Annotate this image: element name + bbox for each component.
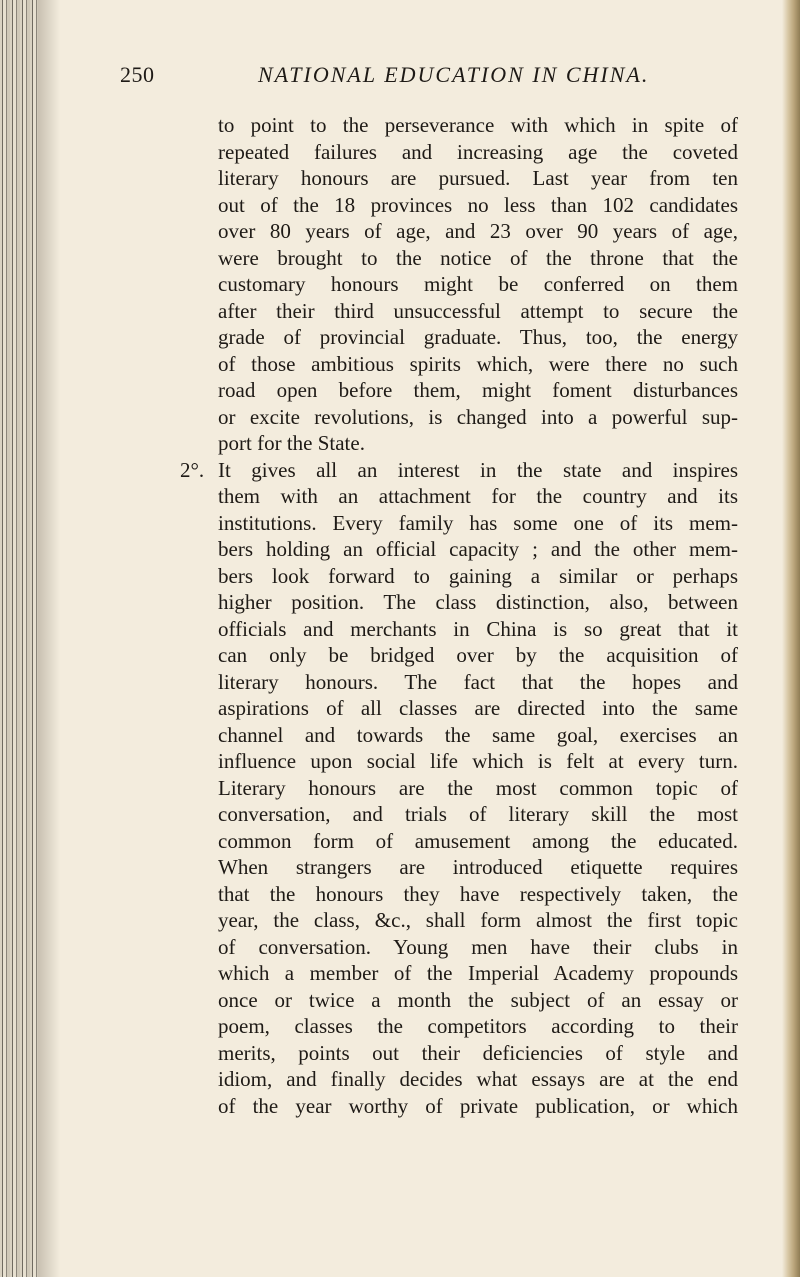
text-line: once or twice a month the subject of an essay or xyxy=(218,987,738,1012)
body-text xyxy=(180,112,738,1119)
text-line: customary honours might be conferred on them xyxy=(218,272,738,296)
text-line: of the year worthy of private publication, or which xyxy=(218,1093,738,1118)
text-line: merits, points out their deficiencies of style and xyxy=(218,1040,738,1065)
text-line: bers holding an official capacity ; and the other mem- xyxy=(218,537,738,561)
text-line: conversation, and trials of literary skill the most xyxy=(218,802,738,826)
text-line: port for the State. xyxy=(218,431,365,455)
text-line: aspirations of all classes are directed into the same xyxy=(218,696,738,720)
text-line: idiom, and finally decides what essays are at the end xyxy=(218,1067,738,1091)
text-line: grade of provincial graduate. Thus, too, the energy xyxy=(218,325,738,349)
text-line: channel and towards the same goal, exercises an xyxy=(218,722,738,747)
text-line: can only be bridged over by the acquisition of xyxy=(218,643,738,667)
text-line: were brought to the notice of the throne that the xyxy=(218,245,738,270)
text-line: road open before them, might foment disturbances xyxy=(218,378,738,402)
text-line: year, the class, &c., shall form almost the first topic xyxy=(218,908,738,932)
text-line: over 80 years of age, and 23 over 90 years of age, xyxy=(218,219,738,243)
text-line: Literary honours are the most common topic of xyxy=(218,775,738,800)
page-edge xyxy=(782,0,800,1277)
text-line: It gives all an interest in the state and inspires xyxy=(218,457,738,482)
text-line: which a member of the Imperial Academy propounds xyxy=(218,961,738,985)
text-line: them with an attachment for the country and its xyxy=(218,484,738,508)
gutter-shadow xyxy=(38,0,60,1277)
paragraph-marker: 2°. xyxy=(180,457,205,482)
text-line: higher position. The class distinction, also, between xyxy=(218,590,738,614)
running-title: NATIONAL EDUCATION IN CHINA. xyxy=(258,62,650,87)
text-line: officials and merchants in China is so great that it xyxy=(218,616,738,641)
binding-gutter xyxy=(0,0,38,1277)
text-line: that the honours they have respectively taken, the xyxy=(218,881,738,906)
text-line: or excite revolutions, is changed into a powerful sup- xyxy=(218,404,738,429)
text-line: after their third unsuccessful attempt to secure the xyxy=(218,298,738,323)
text-line: of those ambitious spirits which, were there no such xyxy=(218,351,738,376)
text-line: literary honours. The fact that the hopes and xyxy=(218,669,738,694)
text-line: bers look forward to gaining a similar or perhaps xyxy=(218,563,738,588)
text-line: out of the 18 provinces no less than 102 candidates xyxy=(218,192,738,217)
text-line: repeated failures and increasing age the coveted xyxy=(218,139,738,164)
numbered-paragraph xyxy=(180,457,738,484)
text-line: institutions. Every family has some one of its mem- xyxy=(218,510,738,535)
text-line: When strangers are introduced etiquette requires xyxy=(218,855,738,879)
text-line: of conversation. Young men have their clubs in xyxy=(218,934,738,959)
text-line: to point to the perseverance with which in spite of xyxy=(218,113,738,137)
text-line: poem, classes the competitors according to their xyxy=(218,1014,738,1038)
text-line: common form of amusement among the educated. xyxy=(218,828,738,853)
text-line: influence upon social life which is felt at every turn. xyxy=(218,749,738,773)
text-line: literary honours are pursued. Last year from ten xyxy=(218,166,738,190)
page-number: 250 xyxy=(120,62,155,87)
